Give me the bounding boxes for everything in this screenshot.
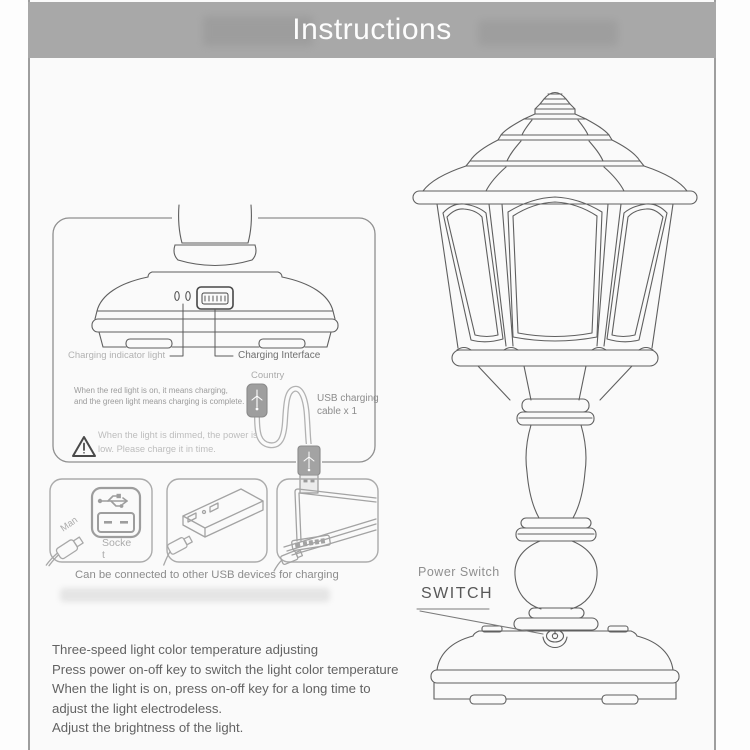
warning-icon (73, 437, 95, 456)
charging-note-line2: and the green light means charging is complete. (74, 396, 245, 406)
lantern-roof (413, 119, 697, 204)
usb-cable-label: USB charging cable x 1 (317, 393, 379, 417)
socket-label: Socket (102, 537, 132, 561)
usb-device-boxes (42, 479, 378, 571)
lantern-body (437, 197, 673, 400)
switch-leader-line (417, 609, 543, 634)
usb-symbol-icon (98, 494, 127, 508)
power-bank-icon (183, 489, 263, 537)
charging-note (74, 386, 244, 407)
low-power-warning-text: When the light is dimmed, the power is low. Please charge it in time. (98, 430, 258, 454)
instruction-line: Press power on-off key to switch the light color temperature (52, 661, 399, 677)
laptop-icon (270, 489, 376, 571)
instruction-line: adjust the light electrodeless. (52, 700, 223, 716)
usage-instructions (52, 640, 398, 738)
charging-indicator-label: Charging indicator light (68, 350, 166, 361)
country-label: Country (251, 370, 285, 381)
lamp-illustration (413, 93, 697, 705)
instruction-line: Adjust the brightness of the light. (52, 720, 244, 736)
micro-usb-connector (247, 384, 267, 417)
lamp-stem (514, 399, 598, 630)
charging-interface-label: Charging Interface (238, 350, 321, 361)
plug-label: Man (58, 514, 80, 535)
label-leader-lines (170, 304, 233, 356)
instruction-line: Three-speed light color temperature adjusting (52, 642, 319, 657)
lamp-base (431, 626, 679, 704)
indicator-lights (175, 292, 190, 301)
instruction-line: When the light is on, press on-off key for a long time to (52, 681, 371, 697)
usb-port (197, 287, 233, 309)
switch-label: SWITCH (421, 585, 494, 602)
page-title: Instructions (292, 13, 452, 46)
usb-a-connector (296, 444, 322, 495)
usb-socket-icon (92, 488, 140, 537)
lamp-finial (524, 93, 586, 120)
power-switch (543, 630, 567, 648)
charging-note-line1: When the red light is on, it means charging, (74, 386, 228, 395)
power-switch-label: Power Switch (418, 565, 500, 579)
watermark-smudge (60, 588, 330, 602)
usb-plug-icon (156, 534, 195, 565)
usb-plug-icon (42, 535, 85, 568)
usb-devices-caption: Can be connected to other USB devices for charging (75, 569, 339, 581)
